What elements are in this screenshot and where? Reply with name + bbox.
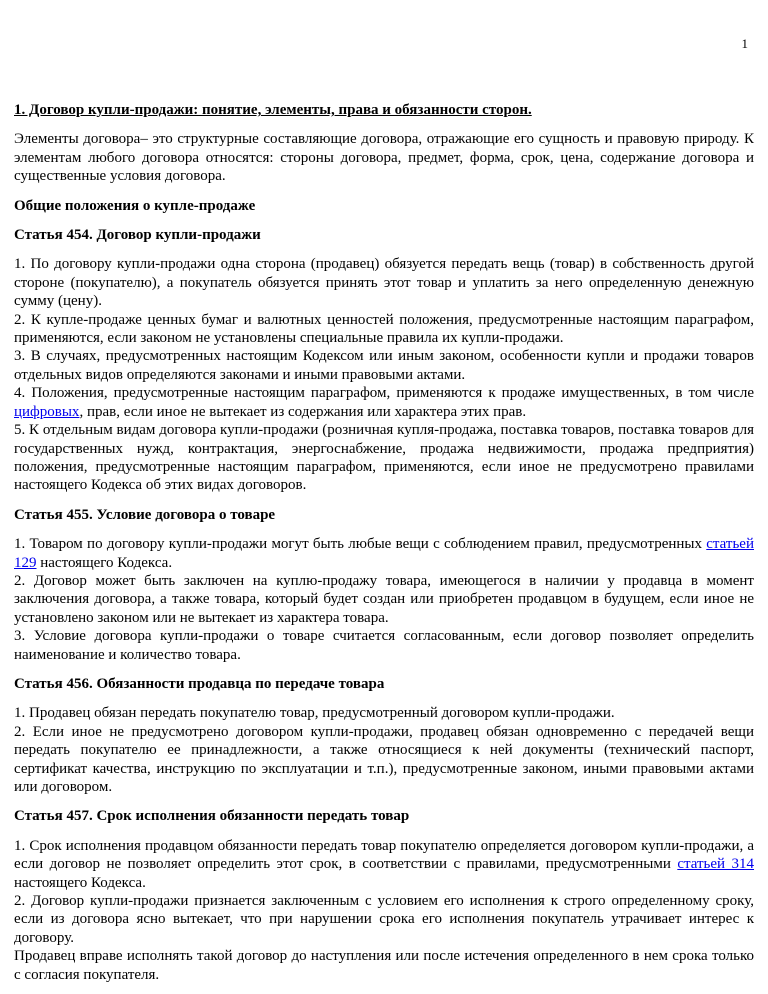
section-heading: Статья 456. Обязанности продавца по передаче товара — [14, 675, 385, 692]
page-number: 1 — [741, 36, 748, 51]
text-run: 5. К отдельным видам договора купли-продажи (розничная купля-продажа, поставка товаров, поставка товаров для государственных нужд, контрактация, энергоснабжение, продажа недвижимости, продажа предприятия) положения, предусмотренные настоящим параграфом, применяются, если иное не предусмотрено правилами настоящего Кодекса об этих видах договоров. — [14, 422, 754, 494]
text-run: Продавец вправе исполнять такой договор до наступления или после истечения определенного в нем срока только с согласия покупателя. — [14, 948, 754, 983]
paragraph-item — [14, 421, 754, 495]
section-heading: Статья 454. Договор купли-продажи — [14, 227, 261, 244]
paragraph-item — [14, 347, 754, 384]
article-link[interactable]: статьей 129 — [14, 536, 754, 571]
text-run: 1. Товаром по договору купли-продажи могут быть любые вещи с соблюдением правил, предусмотренных — [14, 536, 707, 553]
text-run: 1. По договору купли-продажи одна сторона (продавец) обязуется передать вещь (товар) в собственность другой стороне (покупателю), а покупатель обязуется принять этот товар и уплатить за него определенную денежную сумму (цену). — [14, 256, 754, 310]
text-run: 1. Продавец обязан передать покупателю товар, предусмотренный договором купли-продажи. — [14, 705, 615, 722]
paragraph-item — [14, 255, 754, 310]
text-run: 2. Договор купли-продажи признается заключенным с условием его исполнения к строго определенному сроку, если из договора ясно вытекает, что при нарушении срока его исполнения покупатель утрачивает интерес к договору. — [14, 893, 754, 946]
section-heading: Статья 455. Условие договора о товаре — [14, 506, 276, 523]
paragraph — [14, 130, 754, 185]
article-link[interactable]: цифровых — [14, 403, 80, 420]
section-heading: Статья 457. Срок исполнения обязанности передать товар — [14, 808, 410, 825]
text-run: настоящего Кодекса. — [14, 874, 146, 891]
paragraph-item — [14, 627, 754, 664]
text-run: настоящего Кодекса. — [36, 554, 173, 571]
paragraph-item — [14, 384, 754, 421]
paragraph — [14, 255, 754, 494]
text-run: 2. Договор может быть заключен на куплю-продажу товара, имеющегося в наличии у продавца в момент заключения договора, а также товара, который будет создан или приобретен продавцом в будущем, если иное не установлено законом или не вытекает из характера товара. — [14, 572, 754, 626]
text-run: 2. Если иное не предусмотрено договором купли-продажи, продавец обязан одновременно с передачей вещи передать покупателю ее принадлежности, а также относящиеся к ней документы (технический паспорт, сертификат качества, инструкцию по эксплуатации и т.п.), предусмотренные законом, иными правовыми актами или договором. — [14, 723, 754, 795]
paragraph-item — [14, 704, 754, 722]
text-run: , прав, если иное не вытекает из содержания или характера этих прав. — [79, 403, 527, 420]
document-title: 1. Договор купли-продажи: понятие, элементы, права и обязанности сторон. — [14, 102, 532, 118]
text-run: 3. Условие договора купли-продажи о товаре считается согласованным, если договор позволяет определить наименование и количество товара. — [14, 628, 754, 663]
paragraph-item — [14, 837, 754, 892]
paragraph-item — [14, 311, 754, 348]
paragraph — [14, 837, 754, 984]
text-run: 1. Срок исполнения продавцом обязанности передать товар покупателю определяется договором купли-продажи, а если договор не позволяет определить этот срок, в соответствии с правилами, предусмотренными — [14, 837, 754, 873]
text-run: 3. В случаях, предусмотренных настоящим Кодексом или иным законом, особенности купли и продажи товаров отдельных видов определяются законами и иными правовыми актами. — [14, 348, 754, 383]
paragraph — [14, 704, 754, 796]
paragraph-item — [14, 572, 754, 627]
document-blocks — [14, 130, 754, 984]
section-heading: Общие положения о купле-продаже — [14, 197, 256, 214]
paragraph-item — [14, 130, 754, 185]
paragraph-item — [14, 947, 754, 984]
paragraph — [14, 535, 754, 664]
article-link[interactable]: статьей 314 — [677, 856, 755, 873]
text-run: 2. К купле-продаже ценных бумаг и валютных ценностей положения, предусмотренные настоящим параграфом, применяются, если законом не установлены специальные правила их купли-продажи. — [14, 311, 754, 347]
text-run: Элементы договора– это структурные составляющие договора, отражающие его сущность и правовую природу. К элементам любого договора относятся: стороны договора, предмет, форма, срок, цена, содержание договора и существенные условия договора. — [14, 131, 754, 185]
paragraph-item — [14, 892, 754, 947]
paragraph-item — [14, 535, 754, 572]
paragraph-item — [14, 723, 754, 797]
text-run: 4. Положения, предусмотренные настоящим параграфом, применяются к продаже имущественных, в том числе — [14, 385, 754, 402]
